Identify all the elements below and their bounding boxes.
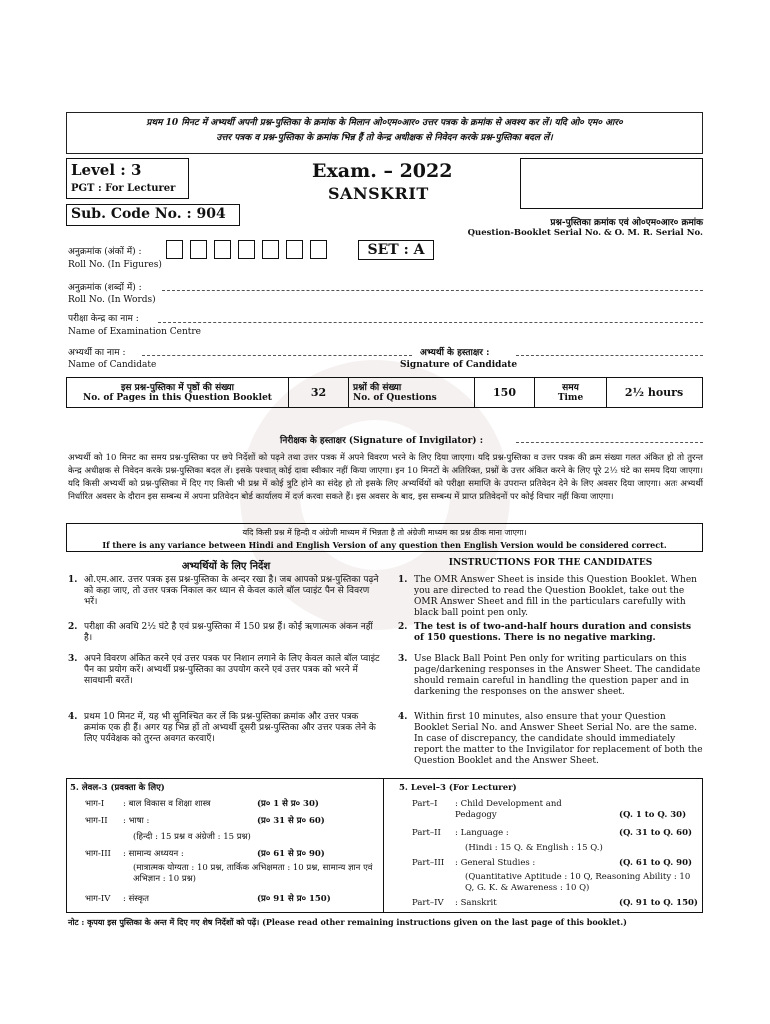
part-label: भाग-II: [85, 816, 108, 826]
roll-words-label-english: Roll No. (In Words): [68, 295, 156, 305]
exam-title: Exam. – 2022: [312, 160, 453, 182]
questions-label-english: No. of Questions: [353, 393, 437, 403]
subject-title: SANSKRIT: [328, 184, 429, 203]
centre-label-hindi: परीक्षा केन्द्र का नाम :: [68, 314, 139, 324]
time-label-cell: [535, 378, 607, 407]
parts-box: [66, 778, 703, 913]
instruction-number: 2.: [398, 622, 408, 632]
candidate-label-english: Name of Candidate: [68, 360, 157, 370]
part-detail: (Quantitative Aptitude : 10 Q, Reasoning Ability : 10 Q, G. K. & Awareness : 10 Q): [465, 872, 691, 893]
instruction-text: Within first 10 minutes, also ensure that your Question Booklet Serial No. and Answer Sheet Serial No. are the same. In case of discrepancy, the candidate should immediately report the matter to the Invigilator for replacement of both the Question Booklet and the Answer Sheet.: [414, 712, 703, 766]
instruction-english-3: [398, 654, 703, 704]
roll-digit-box-4[interactable]: [238, 240, 255, 259]
instruction-text: अपने विवरण अंकित करने एवं उत्तर पत्रक पर निशान लगाने के लिए केवल काले बॉल प्वाइंट पैन का प्रयोग करें। अभ्यर्थी प्रश्न-पुस्तिका का उपयोग करने एवं उत्तर पत्रक को भरने में सावधानी बरतें।: [84, 654, 380, 686]
candidate-label-hindi: अभ्यर्थी का नाम :: [68, 348, 126, 358]
instruction-number: 4.: [68, 712, 78, 722]
roll-digit-box-7[interactable]: [310, 240, 327, 259]
pages-label-english: No. of Pages in this Question Booklet: [83, 393, 272, 403]
part-label: Part–II: [412, 828, 441, 838]
signature-label-english: Signature of Candidate: [400, 360, 518, 370]
part-range: (प्र० 1 से प्र० 30): [257, 799, 319, 809]
hindi-instructions-paragraph: अभ्यर्थी को 10 मिनट का समय प्रश्न-पुस्तिका पर छपे निर्देशों को पढ़ने तथा उत्तर पत्रक में अपने विवरण भरने के लिए दिया जाएगा। यदि प्रश्न-पुस्तिका व उत्तर पत्रक की क्रम संख्या गलत अंकित हो तो तुरन्त केन्द्र अधीक्षक से निवेदन करके प्रश्न-पुस्तिका बदल लें। इसके पश्चात् कोई दावा स्वीकार नहीं किया जाएगा। इन 10 मिनटों के अतिरिक्त, प्रश्नों के उत्तर अंकित करने के लिए पूरे 2½ घंटे का समय दिया जाएगा। यदि किसी अभ्यर्थी को प्रश्न-पुस्तिका में दिए गए किसी भी प्रश्न में कोई त्रुटि होने का संदेह हो तो इसके लिए अभ्यर्थियों को परीक्षा समाप्ति के उपरान्त प्रतिवेदन देने के लिए अवसर दिया जाएगा। अतः अभ्यर्थी निर्धारित अवसर के दौरान इस सम्बन्ध में अपना प्रतिवेदन बोर्ड कार्यालय में दर्ज करवा सकते हैं। इस अवसर के बाद, इस सम्बन्ध में प्राप्त प्रतिवेदनों पर कोई विचार नहीं किया जाएगा।: [68, 453, 703, 502]
part-range: (Q. 91 to Q. 150): [619, 898, 698, 908]
questions-label-cell: [349, 378, 475, 407]
part-range: (Q. 1 to Q. 30): [619, 810, 687, 820]
time-label-english: Time: [557, 393, 584, 403]
part-range: (Q. 61 to Q. 90): [619, 858, 693, 868]
part-name: : बाल विकास व शिक्षा शास्त्र: [123, 799, 211, 809]
set-label: SET : A: [358, 240, 434, 260]
level-box: [66, 158, 189, 199]
instruction-number: 1.: [398, 575, 408, 585]
part-range: (Q. 31 to Q. 60): [619, 828, 693, 838]
instruction-english-1: [398, 575, 703, 621]
time-value: 2½ hours: [624, 386, 684, 399]
roll-figures-label-english: Roll No. (In Figures): [68, 260, 162, 270]
part-label: Part–III: [412, 858, 445, 868]
info-table: [66, 377, 703, 408]
instruction-hindi-2: [68, 622, 380, 650]
signature-label-hindi: अभ्यर्थी के हस्ताक्षर :: [420, 348, 490, 358]
part-name: : Child Development and Pedagogy: [455, 799, 562, 820]
roll-digit-box-3[interactable]: [214, 240, 231, 259]
footer-note: नोट : कृपया इस पुस्तिका के अन्त में दिए गए शेष निर्देशों को पढ़ें। (Please read other remaining instructions given on the last page of this booklet.): [68, 917, 627, 927]
pages-label-hindi: इस प्रश्न-पुस्तिका में पृष्ठों की संख्या: [121, 383, 234, 393]
part-name: : भाषा :: [123, 816, 150, 826]
instructions-heading-hindi: अभ्यर्थियों के लिए निर्देश: [181, 561, 271, 572]
notice-line-1: प्रथम 10 मिनट में अभ्यर्थी अपनी प्रश्न-पुस्तिका के क्रमांक के मिलान ओ०एम०आर० उत्तर पत्रक के क्रमांक से अवश्य कर लें। यदि ओ० एम० आर०: [146, 118, 623, 128]
roll-words-label-hindi: अनुक्रमांक (शब्दों में) :: [68, 283, 142, 293]
variance-english: If there is any variance between Hindi and English Version of any question then English Version would be considered correct.: [102, 540, 667, 550]
roll-digit-box-1[interactable]: [166, 240, 183, 259]
parts-heading-hindi: 5. लेवल-3 (प्रवक्ता के लिए): [70, 783, 165, 793]
part-name: : Sanskrit: [455, 898, 497, 908]
part-label: भाग-IV: [85, 894, 111, 904]
instruction-number: 3.: [68, 654, 78, 664]
instruction-text: प्रथम 10 मिनट में, यह भी सुनिश्चित कर लें कि प्रश्न-पुस्तिका क्रमांक और उत्तर पत्रक क्रमांक एक ही हैं। अगर यह भिन्न हों तो अभ्यर्थी दूसरी प्रश्न-पुस्तिका और उत्तर पत्रक लेने के लिए पर्यवेक्षक को तुरन्त अवगत करवाएँ।: [84, 712, 376, 744]
instruction-text: Use Black Ball Point Pen only for writing particulars on this page/darkening responses in the Answer Sheet. The candidate should remain careful in handling the question paper and in darkening the responses on the answer sheet.: [414, 654, 701, 697]
invigilator-signature-field[interactable]: [516, 442, 703, 443]
roll-digit-box-5[interactable]: [262, 240, 279, 259]
part-range: (प्र० 61 से प्र० 90): [257, 849, 325, 859]
roll-words-field[interactable]: [162, 290, 703, 291]
instruction-hindi-3: [68, 654, 380, 694]
part-name: : Language :: [455, 828, 509, 838]
serial-label-hindi: प्रश्न-पुस्तिका क्रमांक एवं ओ०एम०आर० क्रमांक: [550, 218, 703, 228]
serial-label-english: Question-Booklet Serial No. & O. M. R. Serial No.: [467, 228, 703, 238]
pages-value: 32: [289, 378, 349, 407]
questions-label-hindi: प्रश्नों की संख्या: [353, 383, 402, 393]
instruction-english-2: [398, 622, 703, 646]
pages-label-cell: [67, 378, 289, 407]
parts-heading-english: 5. Level–3 (For Lecturer): [399, 783, 517, 793]
pgt-label: PGT : For Lecturer: [71, 183, 176, 194]
roll-digit-box-6[interactable]: [286, 240, 303, 259]
centre-name-field[interactable]: [158, 322, 703, 323]
part-name: : सामान्य अध्ययन :: [123, 849, 184, 859]
instruction-text: परीक्षा की अवधि 2½ घंटे है एवं प्रश्न-पुस्तिका में 150 प्रश्न हैं। कोई ऋणात्मक अंकन नहीं है।: [84, 622, 373, 643]
roll-digit-box-2[interactable]: [190, 240, 207, 259]
part-detail: (Hindi : 15 Q. & English : 15 Q.): [465, 843, 603, 853]
questions-value: 150: [475, 378, 535, 407]
variance-hindi: यदि किसी प्रश्न में हिन्दी व अंग्रेजी माध्यम में भिन्नता है तो अंग्रेजी माध्यम का प्रश्न ठीक माना जाएगा।: [242, 528, 527, 537]
instruction-text: ओ.एम.आर. उत्तर पत्रक इस प्रश्न-पुस्तिका के अन्दर रखा है। जब आपको प्रश्न-पुस्तिका पढ़ने को कहा जाए, तो उत्तर पत्रक निकाल कर ध्यान से केवल काले बॉल प्वाइंट पैन से विवरण भरें।: [84, 575, 379, 607]
instructions-heading-english: INSTRUCTIONS FOR THE CANDIDATES: [448, 558, 653, 568]
notice-box: [66, 112, 703, 154]
instruction-number: 4.: [398, 712, 408, 722]
instruction-hindi-4: [68, 712, 380, 764]
instruction-text: The OMR Answer Sheet is inside this Question Booklet. When you are directed to read the Question Booklet, take out the OMR Answer Sheet and fill in the particulars carefully with black ball point pen only.: [414, 575, 697, 618]
part-name: : General Studies :: [455, 858, 536, 868]
instruction-number: 2.: [68, 622, 78, 632]
centre-label-english: Name of Examination Centre: [68, 327, 201, 337]
roll-figures-label-hindi: अनुक्रमांक (अंकों में) :: [68, 247, 142, 257]
instruction-number: 3.: [398, 654, 408, 664]
part-label: भाग-III: [85, 849, 111, 859]
part-detail: (मात्रात्मक योग्यता : 10 प्रश्न, तार्किक अभिक्षमता : 10 प्रश्न, सामान्य ज्ञान एवं अभिज्ञान : 10 प्रश्न): [133, 863, 373, 884]
candidate-name-field[interactable]: [142, 355, 412, 356]
part-range: (प्र० 31 से प्र० 60): [257, 816, 325, 826]
candidate-signature-field[interactable]: [516, 355, 703, 356]
part-name: : संस्कृत: [123, 894, 149, 904]
variance-notice-box: [66, 523, 703, 552]
part-label: Part–IV: [412, 898, 444, 908]
level-title: Level : 3: [71, 161, 142, 179]
instruction-hindi-1: [68, 575, 380, 617]
parts-divider: [383, 779, 384, 912]
instruction-text: The test is of two-and-half hours duration and consists of 150 questions. There is no negative marking.: [414, 622, 692, 643]
instruction-english-4: [398, 712, 703, 774]
notice-line-2: उत्तर पत्रक व प्रश्न-पुस्तिका के क्रमांक भिन्न हैं तो केन्द्र अधीक्षक से निवेदन करके प्रश्न-पुस्तिका बदल लें।: [216, 133, 553, 143]
invigilator-label: निरीक्षक के हस्ताक्षर (Signature of Invigilator) :: [280, 436, 484, 446]
part-label: भाग-I: [85, 799, 105, 809]
serial-number-box[interactable]: [520, 158, 703, 209]
part-detail: (हिन्दी : 15 प्रश्न व अंग्रेजी : 15 प्रश्न): [133, 832, 251, 842]
part-label: Part–I: [412, 799, 438, 809]
instruction-number: 1.: [68, 575, 78, 585]
time-label-hindi: समय: [562, 383, 579, 393]
sub-code-box: Sub. Code No. : 904: [66, 204, 240, 226]
part-range: (प्र० 91 से प्र० 150): [257, 894, 331, 904]
